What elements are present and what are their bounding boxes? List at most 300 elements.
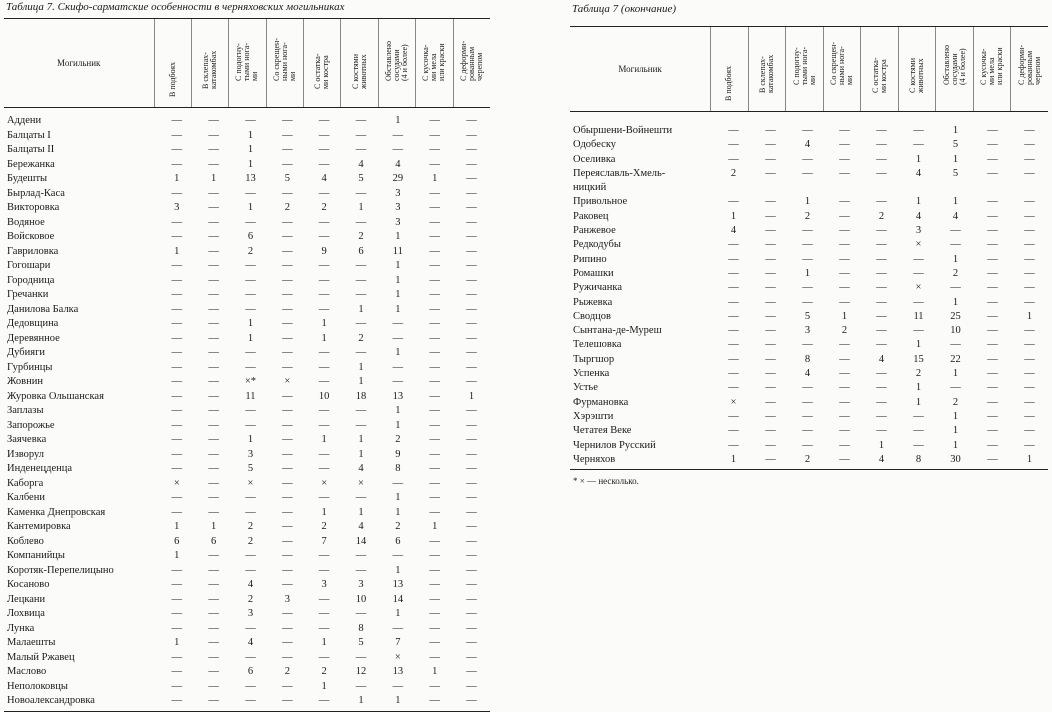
table-cell: 2	[247, 593, 254, 605]
table-cell: 2	[841, 325, 848, 337]
table-cell: —	[839, 453, 850, 465]
table-cell: —	[355, 564, 367, 576]
table-cell: 8	[915, 453, 922, 465]
table-cell: 1	[174, 637, 180, 648]
table-cell: —	[318, 405, 330, 416]
burial-site-name: Гогошари	[7, 260, 51, 271]
burial-site-name: Рыжевка	[573, 296, 613, 308]
table-cell: —	[802, 439, 813, 451]
table-row	[4, 158, 490, 173]
table-cell: 8	[804, 353, 811, 365]
table-cell: —	[318, 419, 330, 431]
table-cell: 14	[355, 535, 367, 547]
table-cell: —	[318, 347, 330, 358]
table-cell: —	[466, 173, 477, 184]
column-header	[899, 27, 937, 111]
table-cell: —	[282, 477, 293, 489]
table-cell: —	[429, 593, 440, 605]
burial-site-name: Телешовка	[573, 339, 622, 351]
column-header-label: С костями животных	[350, 54, 368, 89]
table-cell: —	[171, 376, 183, 387]
table-cell: —	[208, 666, 219, 677]
table-cell: 1	[395, 231, 401, 242]
table-cell: —	[171, 115, 183, 126]
table-cell: 1	[395, 419, 401, 431]
table-cell: —	[987, 253, 998, 265]
table-cell: —	[171, 318, 183, 329]
burial-site-name: Викторовка	[7, 202, 60, 213]
burial-site-name: Рипино	[573, 253, 607, 265]
table-cell: —	[318, 550, 330, 561]
table-cell: —	[171, 289, 183, 300]
table-row	[570, 453, 1048, 467]
table-cell: —	[355, 129, 367, 141]
table-cell: —	[466, 680, 477, 692]
column-header-label: С подогну- тыми нога- ми	[791, 47, 817, 85]
name-column-header: Могильник	[4, 19, 155, 107]
table-row	[570, 353, 1048, 367]
table-cell: —	[208, 564, 219, 576]
table-cell: —	[429, 651, 440, 663]
table-cell: —	[466, 492, 477, 503]
table-cell: —	[392, 144, 404, 155]
table-row	[4, 201, 490, 216]
table-cell: —	[987, 410, 998, 422]
column-header-label: С кусочка- ми мела или краски	[421, 43, 447, 81]
burial-site-name: Городница	[7, 274, 55, 286]
table-cell: —	[208, 695, 219, 706]
table-cell: —	[245, 651, 256, 663]
burial-site-name: Фурмановка	[573, 396, 629, 408]
burial-site-name: Балцаты I	[7, 129, 51, 141]
table-cell: —	[282, 492, 293, 503]
table-cell: —	[282, 622, 293, 634]
table-cell: —	[728, 253, 739, 265]
table-cell: ×	[358, 477, 364, 489]
burial-site-name: Дубияги	[7, 347, 45, 358]
table-cell: —	[208, 260, 219, 271]
table-cell: —	[1024, 439, 1035, 451]
table-cell: —	[876, 310, 887, 322]
column-header	[786, 27, 824, 111]
table-cell: —	[839, 196, 850, 208]
table-cell: —	[429, 303, 440, 315]
burial-site-name: Журовка Ольшанская	[7, 390, 104, 402]
table-cell: —	[392, 477, 404, 489]
table-cell: —	[282, 245, 293, 257]
table-cell: 3	[284, 593, 290, 605]
table-cell: —	[876, 153, 887, 165]
table-cell: —	[429, 579, 440, 590]
table-cell: —	[987, 296, 998, 308]
table-cell: 1	[915, 382, 922, 394]
table-cell: —	[1024, 339, 1035, 351]
table-row	[4, 245, 490, 260]
table-cell: 2	[321, 521, 327, 532]
table-cell: —	[355, 144, 367, 155]
table-cell: —	[171, 593, 183, 605]
table-cell: —	[282, 651, 293, 663]
table-cell: —	[355, 492, 367, 503]
table-cell: —	[839, 239, 850, 251]
table-cell: —	[208, 158, 219, 170]
table-cell	[1011, 181, 1048, 195]
table-cell: —	[839, 125, 850, 136]
table-cell: —	[171, 332, 183, 344]
column-header	[229, 19, 266, 107]
table-cell: 1	[358, 303, 364, 315]
table-cell: —	[765, 153, 776, 165]
table-cell: —	[208, 405, 219, 416]
table-cell: 4	[915, 167, 922, 179]
table-cell: —	[876, 196, 887, 208]
column-header-label: Со скрещен- ными нога- ми	[271, 38, 297, 81]
table-row	[4, 288, 490, 303]
table-cell: —	[466, 260, 477, 271]
table-cell: 3	[174, 202, 180, 213]
table-cell: —	[466, 361, 477, 373]
table-cell: —	[466, 593, 477, 605]
table-cell: —	[318, 216, 330, 228]
table-cell: —	[245, 303, 256, 315]
burial-site-name: Черняхов	[573, 453, 616, 465]
table-cell: —	[282, 289, 293, 300]
table-cell: —	[876, 253, 887, 265]
table-cell: 4	[915, 210, 922, 222]
table-cell: 30	[950, 453, 961, 465]
table-cell: 2	[247, 521, 254, 532]
table-cell: —	[318, 303, 330, 315]
table-cell: 4	[730, 225, 737, 237]
table-cell: —	[171, 347, 183, 358]
table-cell: —	[728, 425, 739, 437]
table-cell: 5	[358, 637, 364, 648]
table-cell: 1	[804, 196, 811, 208]
table-cell: 3	[247, 608, 254, 619]
table-cell: 1	[247, 434, 254, 445]
table-cell: —	[208, 637, 219, 648]
burial-site-name: Гавриловка	[7, 245, 59, 257]
table-cell: 14	[392, 593, 404, 605]
burial-site-name: Каменка Днепровская	[7, 506, 106, 518]
table-cell: 1	[1026, 453, 1033, 465]
table-cell: —	[245, 274, 256, 286]
table-cell: 10	[318, 390, 330, 402]
table-row	[570, 167, 1048, 181]
table-row	[570, 267, 1048, 281]
burial-site-name: Балцаты II	[7, 144, 55, 155]
burial-site-name: Коблево	[7, 535, 44, 547]
table-cell: —	[765, 239, 776, 251]
table-cell: —	[466, 637, 477, 648]
table-cell: —	[282, 361, 293, 373]
table-cell: —	[839, 225, 850, 237]
burial-site-name: Жовнин	[7, 376, 43, 387]
table-cell: —	[728, 239, 739, 251]
table-cell: 4	[804, 139, 811, 151]
table-cell: —	[466, 608, 477, 619]
table-cell: —	[728, 282, 739, 294]
table-row	[4, 448, 490, 463]
table-cell: —	[1024, 425, 1035, 437]
table-cell: 1	[395, 405, 401, 416]
table-cell: —	[208, 622, 219, 634]
table-cell: —	[987, 225, 998, 237]
table-header	[570, 26, 1048, 112]
table-cell: —	[208, 303, 219, 315]
table-cell: —	[318, 129, 330, 141]
table-cell: —	[429, 448, 440, 460]
burial-site-name: Будешты	[7, 173, 48, 184]
table-cell: —	[987, 139, 998, 151]
table-row	[570, 124, 1048, 138]
table-cell: —	[355, 680, 367, 692]
table-cell: 1	[395, 260, 401, 271]
table-cell: —	[429, 158, 440, 170]
table-cell: —	[245, 680, 256, 692]
table-cell: —	[208, 593, 219, 605]
table-row	[570, 181, 1048, 195]
table-cell: 2	[952, 396, 959, 408]
table-cell: —	[171, 129, 183, 141]
table-cell: —	[913, 139, 924, 151]
table-cell: 1	[358, 506, 364, 518]
table-cell: —	[987, 382, 998, 394]
table-cell: —	[171, 158, 183, 170]
table-cell	[752, 181, 789, 195]
table-cell: —	[1024, 167, 1035, 179]
column-header-label: С остатка- ми костра	[313, 53, 331, 89]
table-cell: —	[245, 492, 256, 503]
table-cell: —	[429, 637, 440, 648]
table-cell: 1	[468, 390, 475, 402]
table-cell: 12	[355, 666, 367, 677]
table-cell: 2	[804, 453, 811, 465]
table-cell: —	[208, 463, 219, 474]
table-cell: —	[245, 216, 256, 228]
burial-site-name: Косаново	[7, 579, 50, 590]
table-cell	[937, 181, 974, 195]
table-cell: —	[429, 245, 440, 257]
table-cell: —	[913, 267, 924, 279]
table-cell: —	[208, 187, 219, 199]
table-cell: —	[950, 239, 961, 251]
table-cell: —	[208, 419, 219, 431]
table-cell: 13	[392, 579, 404, 590]
table-cell: —	[208, 550, 219, 561]
table-cell: 1	[321, 318, 327, 329]
table-row	[4, 332, 490, 347]
table-row	[4, 578, 490, 593]
table-cell: —	[429, 347, 440, 358]
table-cell: —	[466, 231, 477, 242]
table-cell: —	[466, 144, 477, 155]
table-cell: 1	[952, 196, 959, 208]
table-cell: —	[171, 463, 183, 474]
table-cell: —	[466, 318, 477, 329]
table-row	[570, 324, 1048, 338]
table-cell: —	[318, 231, 330, 242]
burial-site-name: Ромашки	[573, 267, 614, 279]
table-cell: —	[208, 608, 219, 619]
table-cell: —	[728, 368, 739, 380]
table-row	[4, 433, 490, 448]
table-cell: 25	[950, 310, 961, 322]
table-cell: —	[208, 332, 219, 344]
table-cell: —	[802, 282, 813, 294]
table-cell: —	[466, 666, 477, 677]
table-cell: —	[318, 274, 330, 286]
column-header-label: В подбоях	[167, 61, 177, 97]
table-cell: —	[245, 347, 256, 358]
column-header-label: С кусочка- ми мела или краски	[979, 47, 1005, 85]
table-cell: —	[1024, 267, 1035, 279]
table-cell: —	[987, 282, 998, 294]
table-row	[4, 317, 490, 332]
table-cell: —	[171, 579, 183, 590]
table-cell: 1	[952, 425, 959, 437]
table-row	[4, 622, 490, 637]
table-cell: —	[208, 245, 219, 257]
burial-site-name: Редкодубы	[573, 239, 621, 251]
table-row	[4, 375, 490, 390]
table-row	[570, 367, 1048, 381]
table-cell: 9	[321, 245, 327, 257]
table-cell: —	[245, 550, 256, 561]
table-cell: —	[355, 216, 367, 228]
table-cell: —	[1024, 253, 1035, 265]
table-row	[4, 230, 490, 245]
table-cell: —	[282, 608, 293, 619]
table-cell: —	[392, 680, 404, 692]
table-cell: —	[171, 260, 183, 271]
table-cell: —	[466, 535, 477, 547]
table-caption: Таблица 7 (окончание)	[572, 3, 677, 15]
table-cell: —	[728, 339, 739, 351]
table-cell: ×	[394, 651, 401, 663]
burial-site-name: Данилова Балка	[7, 303, 79, 315]
table-cell: —	[728, 267, 739, 279]
table-cell: —	[1024, 225, 1035, 237]
table-cell: —	[987, 310, 998, 322]
table-cell: —	[429, 216, 440, 228]
table-cell: —	[429, 332, 440, 344]
table-cell: —	[1024, 139, 1035, 151]
table-row	[4, 143, 490, 158]
table-cell: 4	[358, 463, 364, 474]
table-cell: 7	[321, 535, 327, 547]
table-cell: —	[802, 410, 813, 422]
burial-site-name: Четатея Веке	[573, 425, 632, 437]
table-cell: —	[429, 463, 440, 474]
table-cell: 1	[730, 210, 737, 222]
table-cell: —	[1024, 296, 1035, 308]
table-cell: 2	[284, 666, 290, 677]
column-header-label: Со скрещен- ными нога- ми	[829, 42, 855, 85]
table-cell: —	[245, 405, 256, 416]
burial-site-name: Неполоковцы	[7, 680, 68, 692]
table-cell: 4	[878, 353, 885, 365]
table-header	[4, 18, 490, 108]
table-cell: 2	[878, 210, 885, 222]
table-row	[4, 114, 490, 129]
table-cell: 3	[358, 579, 364, 590]
table-cell: —	[355, 187, 367, 199]
table-cell: —	[282, 318, 293, 329]
table-cell: —	[1024, 368, 1035, 380]
table-cell: —	[282, 405, 293, 416]
column-header-label: Обставлено сосудами (4 и более)	[941, 44, 967, 85]
table-cell: 1	[804, 267, 811, 279]
table-cell: 6	[247, 666, 254, 677]
table-cell: —	[429, 187, 440, 199]
table-cell: —	[282, 332, 293, 344]
table-cell: —	[802, 239, 813, 251]
table-cell: —	[466, 129, 477, 141]
table-cell: —	[429, 419, 440, 431]
table-cell: —	[208, 129, 219, 141]
table-cell: 1	[952, 368, 959, 380]
burial-site-name: Бырлад-Каса	[7, 187, 65, 199]
table-cell: —	[728, 139, 739, 151]
table-cell: 3	[247, 448, 254, 460]
table-cell: 5	[952, 167, 959, 179]
table-row	[4, 419, 490, 434]
table-cell: 2	[730, 167, 737, 179]
table-cell: —	[429, 129, 440, 141]
table-cell: —	[987, 396, 998, 408]
table-cell: —	[839, 339, 850, 351]
table-cell: —	[355, 651, 367, 663]
table-cell: —	[466, 303, 477, 315]
table-cell: 7	[395, 637, 401, 648]
table-cell: —	[318, 492, 330, 503]
table-row	[570, 195, 1048, 209]
burial-site-name: Лунка	[7, 622, 35, 634]
burial-site-name: Оселивка	[573, 153, 616, 165]
table-cell: —	[282, 434, 293, 445]
table-cell: 1	[952, 125, 959, 136]
table-cell: —	[245, 564, 256, 576]
table-cell: 18	[355, 390, 367, 402]
table-cell: 1	[915, 153, 922, 165]
column-header-label: С подогну- тыми нога- ми	[234, 43, 260, 81]
table-cell: —	[171, 506, 183, 518]
table-cell: ×	[173, 477, 180, 489]
table-cell: 2	[358, 231, 364, 242]
table-cell: —	[429, 492, 440, 503]
table-cell: ×	[321, 477, 328, 489]
table-cell	[974, 181, 1011, 195]
column-header	[192, 19, 229, 107]
table-cell: —	[466, 187, 477, 199]
table-cell: —	[1024, 353, 1035, 365]
table-cell: —	[876, 296, 887, 308]
table-cell: 1	[358, 361, 364, 373]
table-cell: —	[802, 167, 813, 179]
table-cell: —	[913, 425, 924, 437]
table-cell: —	[245, 289, 256, 300]
column-header-label: С костями животных	[908, 58, 926, 93]
table-cell: —	[282, 390, 293, 402]
table-cell: —	[282, 550, 293, 561]
table-cell: —	[208, 434, 219, 445]
table-body	[4, 114, 490, 709]
table-cell: —	[1024, 396, 1035, 408]
burial-site-name: Гурбинцы	[7, 361, 53, 373]
table-cell: ×	[915, 282, 922, 294]
table-cell: 2	[395, 521, 401, 532]
